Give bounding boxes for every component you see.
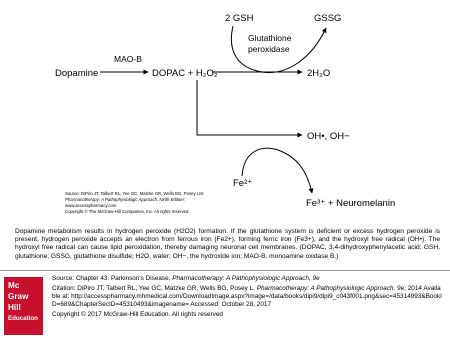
radicals-label: OH•, OH−: [307, 131, 350, 142]
logo-text: Hill: [8, 303, 21, 312]
copyright-line: Copyright © 2017 McGraw-Hill Education. All rights reserved: [52, 311, 223, 318]
source-line: [52, 275, 444, 283]
glutathione-peroxidase-label-line2: peroxidase: [248, 44, 290, 54]
source-note-line: Copyright © The McGraw-Hill Companies, Inc. All rights reserved.: [65, 209, 190, 214]
gssg-label: GSSG: [314, 13, 342, 24]
footer-divider: [0, 270, 450, 271]
logo-text: Graw: [8, 292, 29, 301]
to-radicals-arrow: [197, 80, 302, 135]
dopamine-label: Dopamine: [55, 68, 99, 79]
mcgraw-hill-education-logo: [4, 277, 43, 335]
citation-line: [52, 285, 444, 309]
logo-text: Education: [8, 315, 38, 322]
mao-b-label: MAO-B: [114, 54, 142, 64]
source-note-line: www.accesspharmacy.com: [65, 203, 117, 208]
gsh-label: 2 GSH: [225, 13, 254, 24]
dopac-h2o2-label: DOPAC + H₂O₂: [152, 68, 218, 79]
source-note-line: Source: DiPiro JT, Talbert RL, Yee GC, Matzke GR, Wells BG, Posey LM:: [65, 191, 205, 196]
citation-text: DiPiro JT, Talbert RL, Yee GC, Matzke GR, Wells BG, Posey L.: [77, 285, 257, 292]
source-citation-block: [52, 275, 444, 321]
source-book-title: Pharmacotherapy: A Pathophysiologic Approach, 9e: [172, 275, 320, 282]
logo-text: Mc: [8, 281, 20, 290]
citation-book-title: Pharmacotherapy: A Pathophysiologic Approach, 9e: [256, 285, 405, 292]
figure-caption: Dopamine metabolism results in hydrogen peroxide (H2O2) formation. If the glutathione system is deficient or excess hydrogen peroxide is present, hydrogen peroxide accepts an electron from ferrous iron (Fe2+), forming ferric iron (Fe3+), and the hydroxyl free radical (OH•). The hydroxyl free radical can cause lipid peroxidation, thereby damaging neuronal cell membranes. (DOPAC, 3,4-dihydroxyphenylacetic acid; GSH, glutathione; GSSG, glutathione disulfide; H2O, water; OH−, the hydroxide ion; MAO-B, monoamine oxidase B.): [15, 228, 440, 260]
citation-label: Citation:: [52, 285, 76, 292]
water-label: 2H₂O: [307, 68, 331, 79]
iron-oxidation-arrow: [242, 148, 312, 193]
source-text: Chapter 43. Parkinson's Disease,: [75, 275, 173, 282]
ferric-neuromelanin-label: Fe³⁺ + Neuromelanin: [306, 198, 396, 209]
citation-url[interactable]: ; 2014 Available at: http://accesspharmacy.mhmedical.com/DownloadImage.aspx?image=/data/books/dipi9/dipi9_c043f001.png&sec=45314993&BookID=689&ChapterSecID=45310493&imagename= Accessed: October 28, 2017: [52, 285, 442, 308]
glutathione-peroxidase-label-line1: Glutathione: [248, 33, 292, 43]
source-label: Source:: [52, 275, 75, 282]
source-note-line: Pharmacotherapy: A Pathophysiologic Approach, Ninth Edition:: [65, 197, 185, 202]
ferrous-iron-label: Fe²⁺: [233, 178, 253, 189]
